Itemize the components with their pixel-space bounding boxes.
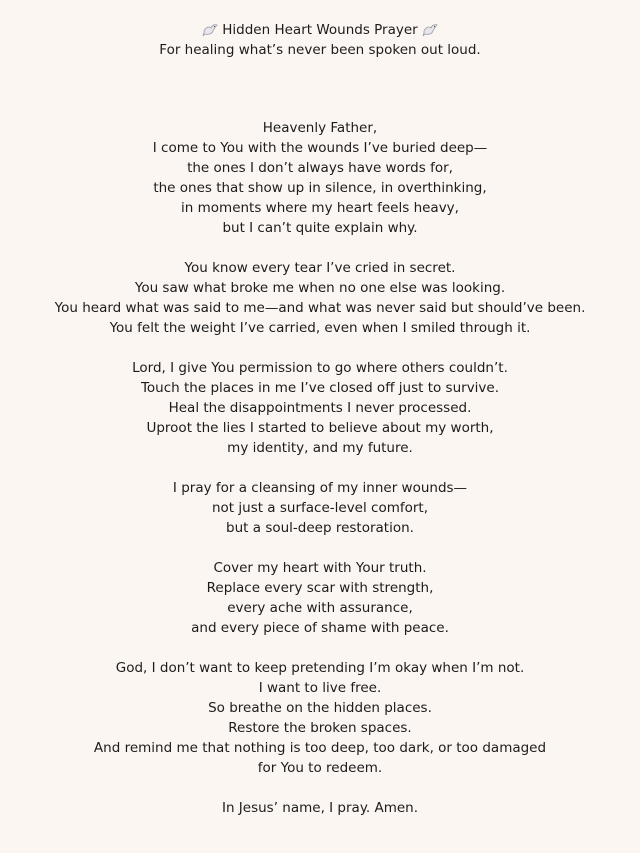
prayer-line: You saw what broke me when no one else was looking. (134, 280, 506, 296)
prayer-stanza (0, 558, 640, 638)
prayer-line: And remind me that nothing is too deep, too dark, or too damaged (93, 740, 547, 756)
stanza-spacer (0, 538, 640, 558)
prayer-line: Replace every scar with strength, (206, 580, 434, 596)
prayer-line: I come to You with the wounds I’ve buried deep— (152, 140, 488, 156)
prayer-line: for You to redeem. (257, 760, 383, 776)
prayer-stanza (0, 658, 640, 778)
prayer-line: Cover my heart with Your truth. (213, 560, 427, 576)
prayer-line: God, I don’t want to keep pretending I’m okay when I’m not. (115, 660, 525, 676)
prayer-line: and every piece of shame with peace. (191, 620, 449, 636)
page-subtitle: For healing what’s never been spoken out loud. (159, 42, 481, 58)
header (0, 20, 640, 60)
prayer-line: I pray for a cleansing of my inner wounds— (172, 480, 468, 496)
stanza-spacer (0, 338, 640, 358)
stanza-spacer (0, 238, 640, 258)
prayer-line: Lord, I give You permission to go where others couldn’t. (132, 360, 508, 376)
stanza-spacer (0, 778, 640, 798)
title-line (0, 20, 640, 40)
prayer-line: the ones I don’t always have words for, (187, 160, 453, 176)
prayer-line: You know every tear I’ve cried in secret. (184, 260, 456, 276)
prayer-line: You felt the weight I’ve carried, even when I smiled through it. (109, 320, 531, 336)
prayer-line: not just a surface-level comfort, (211, 500, 429, 516)
prayer-line: Uproot the lies I started to believe about my worth, (146, 420, 494, 436)
prayer-stanza (0, 358, 640, 458)
page-title: Hidden Heart Wounds Prayer (222, 22, 418, 38)
dove-icon (202, 23, 218, 37)
prayer-line: my identity, and my future. (227, 440, 413, 456)
prayer-line: Heal the disappointments I never processed. (168, 400, 472, 416)
prayer-line: In Jesus’ name, I pray. Amen. (221, 800, 419, 816)
prayer-line: every ache with assurance, (227, 600, 413, 616)
stanza-spacer (0, 638, 640, 658)
prayer-line: Touch the places in me I’ve closed off just to survive. (140, 380, 500, 396)
prayer-line: but I can’t quite explain why. (222, 220, 418, 236)
prayer-line: in moments where my heart feels heavy, (181, 200, 459, 216)
prayer-line: Restore the broken spaces. (228, 720, 412, 736)
prayer-stanza (0, 798, 640, 818)
prayer-line: So breathe on the hidden places. (208, 700, 432, 716)
prayer-line: Heavenly Father, (262, 120, 378, 136)
dove-icon (422, 23, 438, 37)
prayer-line: You heard what was said to me—and what was never said but should’ve been. (54, 300, 586, 316)
prayer-line: but a soul-deep restoration. (226, 520, 414, 536)
prayer-stanza (0, 258, 640, 338)
prayer-stanza (0, 118, 640, 238)
stanza-spacer (0, 458, 640, 478)
prayer-line: the ones that show up in silence, in overthinking, (153, 180, 487, 196)
prayer-line: I want to live free. (258, 680, 382, 696)
prayer-body (0, 118, 640, 818)
prayer-stanza (0, 478, 640, 538)
